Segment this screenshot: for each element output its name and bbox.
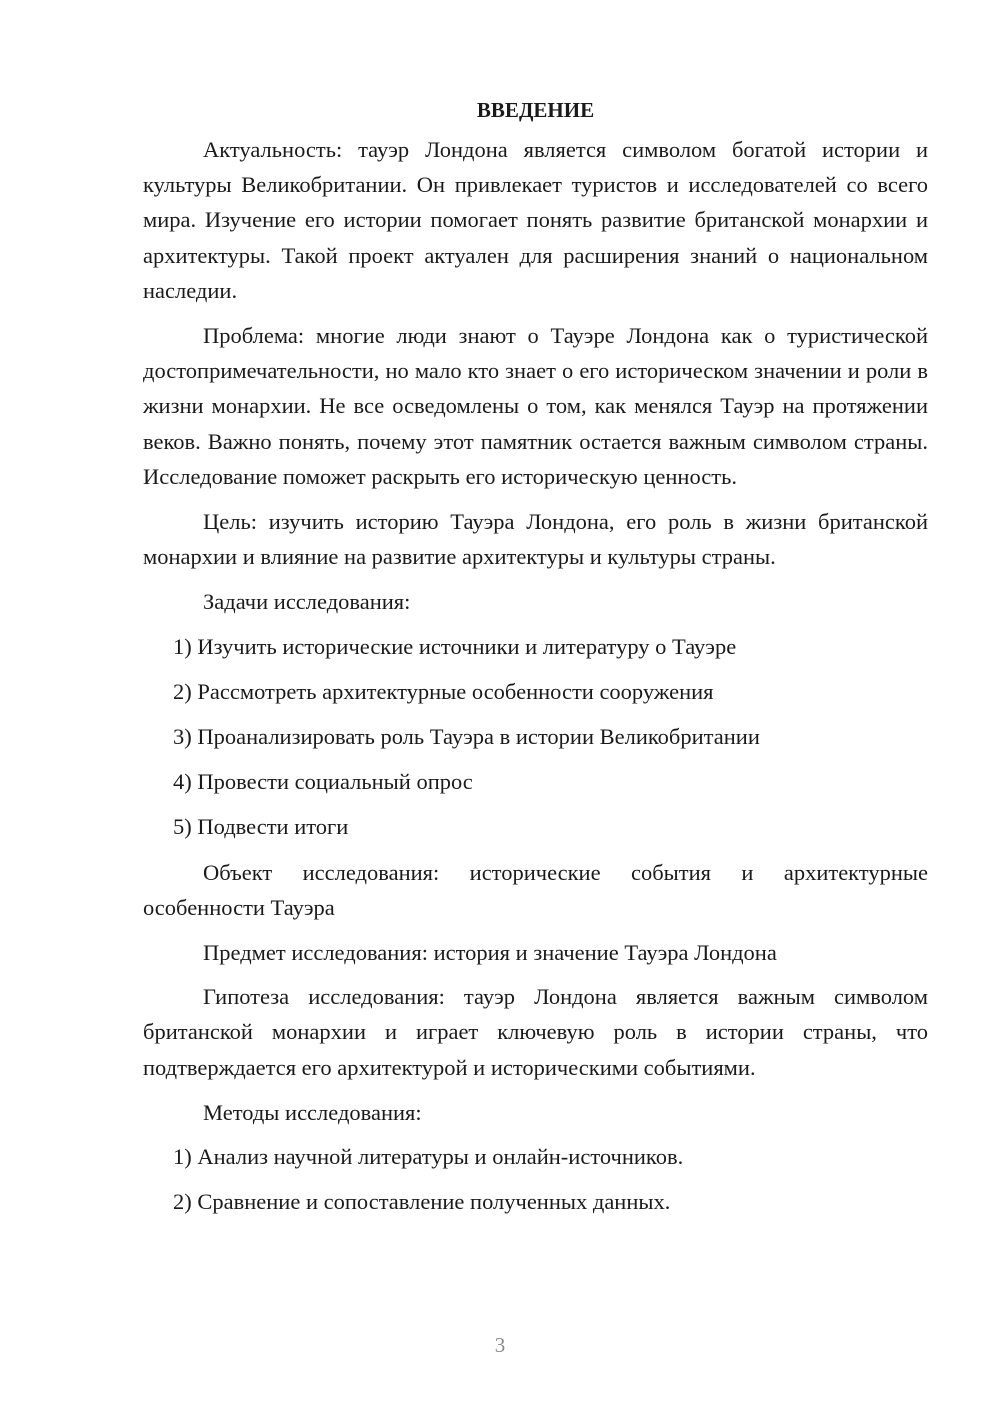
relevance-paragraph: Актуальность: тауэр Лондона является символом богатой истории и культуры Великобритании. Он привлекает туристов и исследователей со всего мира. Изучение его истории помогает понять развитие британской монархии и архитектуры. Такой проект актуален для расширения знаний о национальном наследии.: [143, 137, 928, 303]
methods-list: [143, 1139, 928, 1219]
page-number: 3: [494, 1333, 506, 1357]
tasks-title: Задачи исследования:: [203, 589, 411, 615]
list-item: 4) Провести социальный опрос: [173, 769, 473, 795]
hypothesis-paragraph: Гипотеза исследования: тауэр Лондона является важным символом британской монархии и играет ключевую роль в истории страны, что подтверждается его архитектурой и историческими событиями.: [143, 984, 928, 1080]
list-item: 2) Рассмотреть архитектурные особенности сооружения: [173, 678, 714, 704]
list-item: 1) Изучить исторические источники и литературу о Тауэре: [173, 633, 737, 659]
document-page: [143, 92, 928, 1229]
list-item: 1) Анализ научной литературы и онлайн-источников.: [173, 1144, 684, 1170]
goal-paragraph: Цель: изучить историю Тауэра Лондона, его роль в жизни британской монархии и влияние на развитие архитектуры и культуры страны.: [143, 509, 928, 570]
subject-paragraph: Предмет исследования: история и значение Тауэра Лондона: [203, 940, 777, 966]
list-item: 5) Подвести итоги: [173, 814, 349, 840]
page-title: ВВЕДЕНИЕ: [476, 98, 595, 122]
list-item: 3) Проанализировать роль Тауэра в истории Великобритании: [173, 724, 760, 750]
problem-paragraph: Проблема: многие люди знают о Тауэре Лондона как о туристической достопримечательности, но мало кто знает о его историческом значении и роли в жизни монархии. Не все осведомлены о том, как менялся Тауэр на протяжении веков. Важно понять, почему этот памятник остается важным символом страны. Исследование поможет раскрыть его историческую ценность.: [143, 323, 928, 489]
methods-title: Методы исследования:: [203, 1099, 422, 1125]
tasks-list: [143, 629, 928, 845]
list-item: 2) Сравнение и сопоставление полученных данных.: [173, 1189, 671, 1215]
object-paragraph: Объект исследования: исторические события и архитектурные особенности Тауэра: [143, 859, 928, 920]
